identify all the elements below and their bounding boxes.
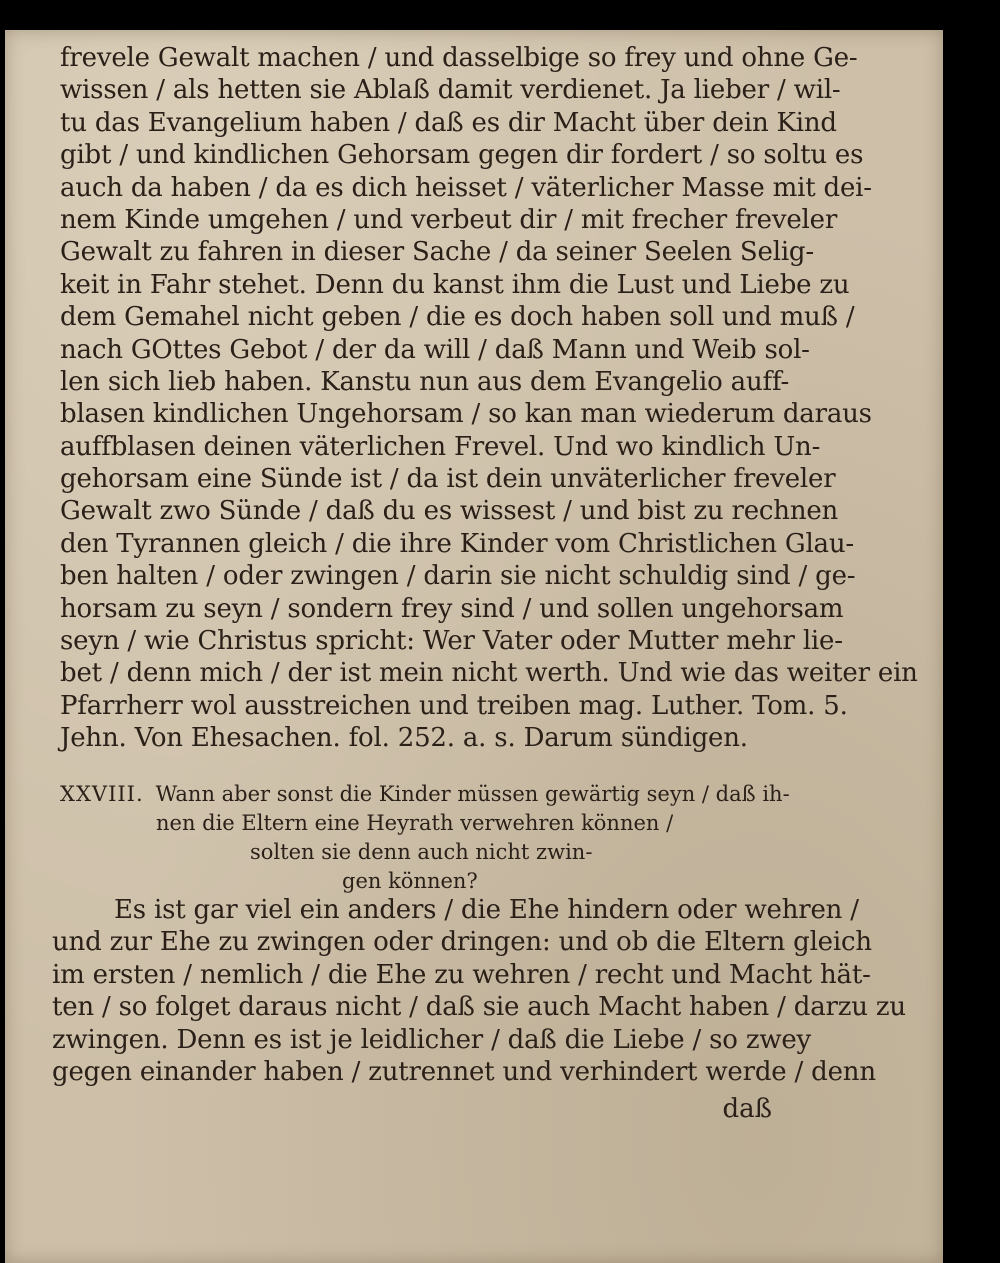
text-line: Es ist gar viel ein anders / die Ehe hindern oder wehren / — [114, 895, 859, 925]
text-line: Pfarrherr wol ausstreichen und treiben mag. Luther. Tom. 5. — [60, 690, 848, 721]
text-line: Jehn. Von Ehesachen. fol. 252. a. s. Darum sündigen. — [60, 723, 748, 754]
text-line: horsam zu seyn / sondern frey sind / und sollen ungehorsam — [60, 593, 844, 624]
text-line: gegen einander haben / zutrennet und verhindert werde / denn — [52, 1056, 876, 1087]
body-text-top — [60, 42, 918, 755]
heading-line: nen die Eltern eine Heyrath verwehren können / — [156, 811, 674, 835]
section-number: XXVIII. — [60, 782, 144, 806]
text-line: len sich lieb haben. Kanstu nun aus dem Evangelio auff- — [60, 366, 790, 397]
text-line: frevele Gewalt machen / und dasselbige so frey und ohne Ge- — [60, 43, 858, 73]
text-line: dem Gemahel nicht geben / die es doch haben soll und muß / — [60, 302, 855, 333]
text-line: Gewalt zwo Sünde / daß du es wissest / und bist zu rechnen — [60, 496, 839, 527]
heading-line: gen können? — [342, 869, 478, 893]
text-line: keit in Fahr stehet. Denn du kanst ihm die Lust und Liebe zu — [60, 269, 850, 300]
text-line: nem Kinde umgehen / und verbeut dir / mit frecher freveler — [60, 204, 838, 235]
section-heading — [60, 780, 790, 896]
text-line: blasen kindlichen Ungehorsam / so kan man wiederum daraus — [60, 399, 872, 430]
text-line: im ersten / nemlich / die Ehe zu wehren / recht und Macht hät- — [52, 959, 871, 990]
text-line: und zur Ehe zu zwingen oder dringen: und ob die Eltern gleich — [52, 927, 872, 958]
text-line: den Tyrannen gleich / die ihre Kinder vom Christlichen Glau- — [60, 528, 854, 559]
text-line: wissen / als hetten sie Ablaß damit verdienet. Ja lieber / wil- — [60, 75, 841, 106]
text-line: tu das Evangelium haben / daß es dir Macht über dein Kind — [60, 107, 837, 138]
text-line: Gewalt zu fahren in dieser Sache / da seiner Seelen Selig- — [60, 237, 814, 268]
text-line: auch da haben / da es dich heisset / väterlicher Masse mit dei- — [60, 172, 872, 203]
scan-border-right — [943, 30, 1000, 1263]
text-line: gehorsam eine Sünde ist / da ist dein unväterlicher freveler — [60, 464, 836, 495]
text-line: ten / so folget daraus nicht / daß sie auch Macht haben / darzu zu — [52, 992, 906, 1023]
body-text-bottom — [52, 894, 906, 1088]
text-line: zwingen. Denn es ist je leidlicher / daß die Liebe / so zwey — [52, 1024, 812, 1055]
text-line: seyn / wie Christus spricht: Wer Vater oder Mutter mehr lie- — [60, 626, 843, 657]
text-line: auffblasen deinen väterlichen Frevel. Und wo kindlich Un- — [60, 431, 821, 462]
heading-line: solten sie denn auch nicht zwin- — [250, 840, 593, 864]
text-line: nach GOttes Gebot / der da will / daß Mann und Weib sol- — [60, 334, 810, 365]
text-line: gibt / und kindlichen Gehorsam gegen dir fordert / so soltu es — [60, 140, 864, 171]
catchword: daß — [722, 1094, 772, 1124]
text-line: bet / denn mich / der ist mein nicht werth. Und wie das weiter ein — [60, 658, 918, 689]
heading-line: Wann aber sonst die Kinder müssen gewärtig seyn / daß ih- — [155, 782, 790, 806]
scan-border-top — [0, 0, 1000, 32]
text-line: ben halten / oder zwingen / darin sie nicht schuldig sind / ge- — [60, 561, 856, 592]
